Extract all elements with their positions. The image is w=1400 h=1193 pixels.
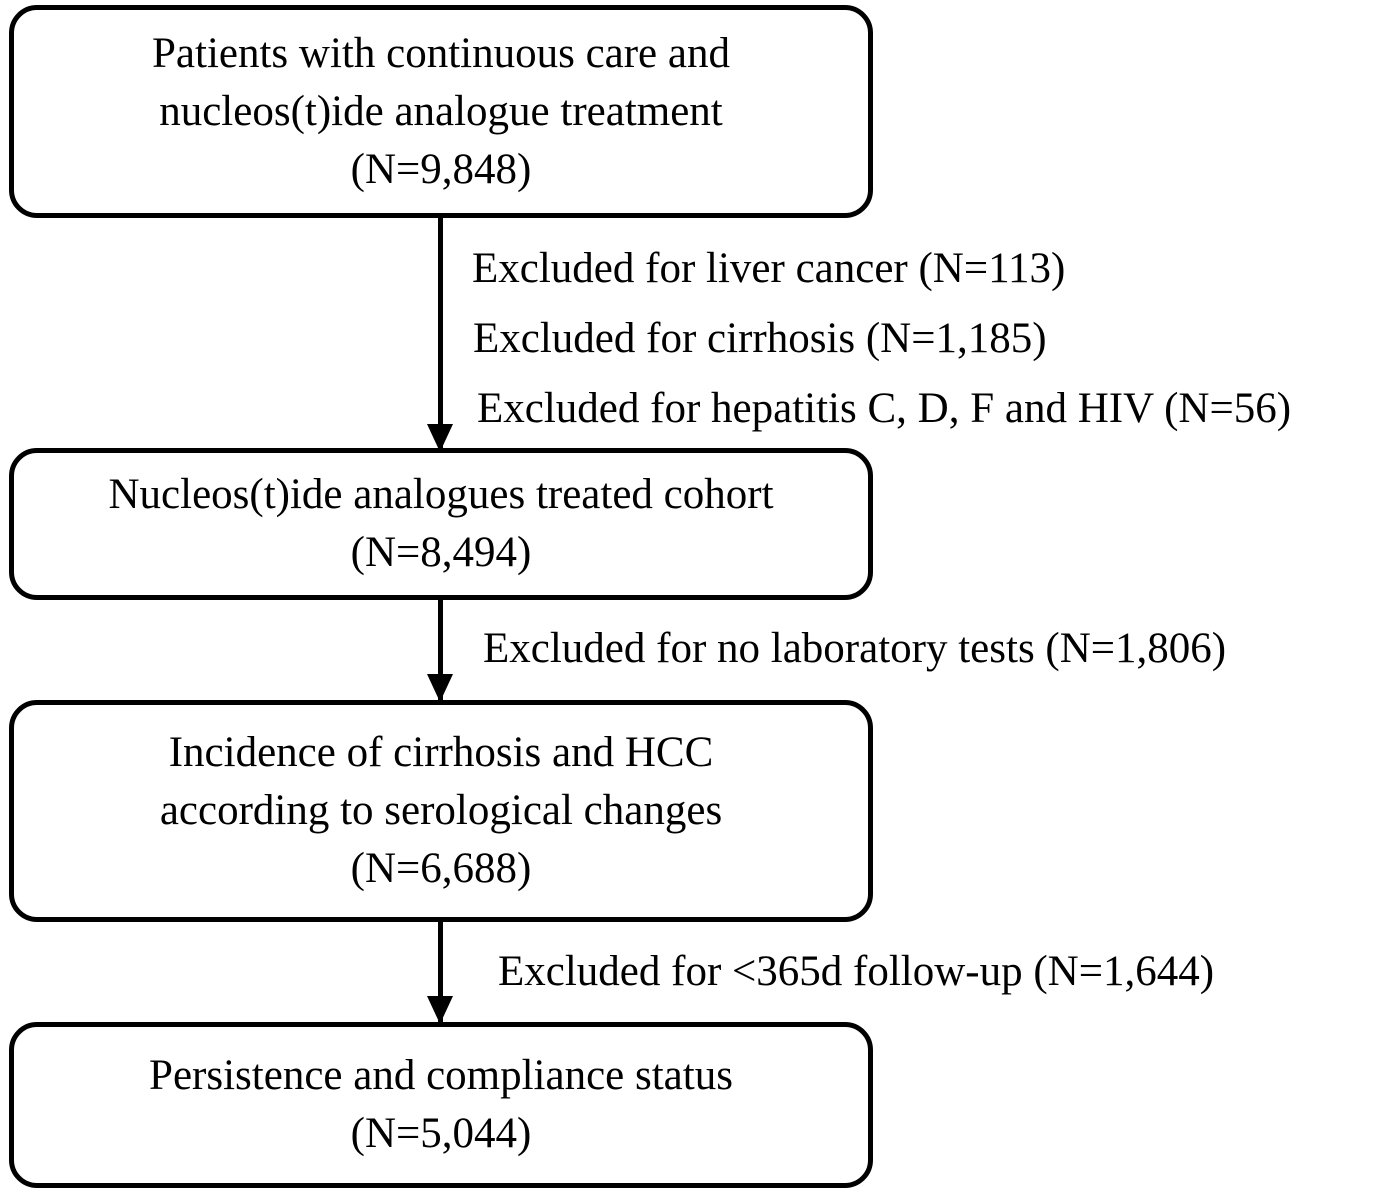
arrow-head-icon <box>427 424 453 452</box>
exclusion-liver-cancer: Excluded for liver cancer (N=113) <box>472 245 1066 292</box>
box-line: Patients with continuous care and <box>152 29 730 77</box>
incidence-cohort-box <box>9 700 873 922</box>
exclusion-cirrhosis: Excluded for cirrhosis (N=1,185) <box>473 315 1047 362</box>
box-count: (N=8,494) <box>350 529 532 576</box>
flow-arrow <box>438 600 443 700</box>
box-line: Nucleos(t)ide analogues treated cohort <box>108 471 774 518</box>
box-count: (N=9,848) <box>350 145 532 193</box>
treated-cohort-box <box>9 448 873 600</box>
exclusion-short-follow-up: Excluded for <365d follow-up (N=1,644) <box>498 948 1215 995</box>
box-count: (N=6,688) <box>350 845 532 892</box>
persistence-cohort-box <box>9 1022 873 1188</box>
initial-cohort-box <box>9 5 873 218</box>
exclusion-no-lab-tests: Excluded for no laboratory tests (N=1,806) <box>483 625 1227 672</box>
box-line: nucleos(t)ide analogue treatment <box>159 87 723 135</box>
arrow-head-icon <box>427 674 453 702</box>
exclusion-hepatitis-hiv: Excluded for hepatitis C, D, F and HIV (N=56) <box>477 385 1292 432</box>
box-count: (N=5,044) <box>350 1110 532 1157</box>
flow-arrow <box>438 218 443 450</box>
box-line: Incidence of cirrhosis and HCC <box>168 729 714 776</box>
arrow-head-icon <box>427 996 453 1024</box>
flow-arrow <box>438 922 443 1022</box>
box-line: Persistence and compliance status <box>149 1052 733 1099</box>
box-line: according to serological changes <box>159 787 723 834</box>
